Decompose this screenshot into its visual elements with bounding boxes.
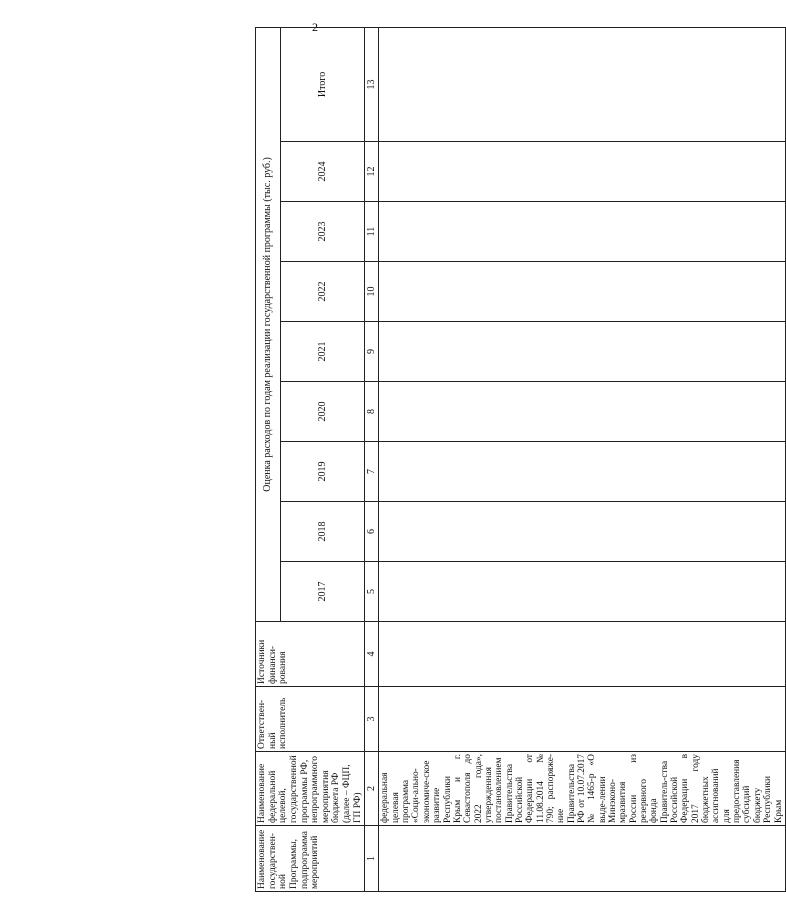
header-year: 2022 [280,262,364,322]
header-year: 2023 [280,202,364,262]
cell-value [379,442,785,502]
column-number: 5 [365,562,379,622]
column-number: 8 [365,382,379,442]
column-number: 9 [365,322,379,382]
cell-value [379,502,785,562]
header-year: 2024 [280,142,364,202]
cell-responsible [379,687,785,752]
cell-value [379,562,785,622]
column-number: 1 [365,826,379,892]
cell-funding-source [379,622,785,687]
header-year: 2021 [280,322,364,382]
column-number: 2 [365,752,379,826]
column-number: 3 [365,687,379,752]
column-number: 13 [365,27,379,141]
cell-value [379,382,785,442]
rotated-table-container [255,28,784,892]
header-federal-program: Наименование федеральной целевой, государственной программы РФ, непрограммного мероприятия бюджета РФ (далее – ФЦП, ГП РФ) [256,752,365,826]
header-expenses-title: Оценка расходов по годам реализации государственной программы (тыс. руб.) [256,27,281,621]
column-number: 10 [365,262,379,322]
header-year: 2017 [280,562,364,622]
column-number: 7 [365,442,379,502]
cell-total [379,27,785,141]
header-total: Итого [280,27,364,141]
header-responsible: Ответствен-ный исполнитель [256,687,365,752]
page-number: 2 [312,20,318,34]
column-number: 6 [365,502,379,562]
column-number: 11 [365,202,379,262]
column-number: 4 [365,622,379,687]
cell-value [379,262,785,322]
header-funding-source: Источники финанси-рования [256,622,365,687]
cell-value [379,142,785,202]
header-year: 2018 [280,502,364,562]
cell-value [379,202,785,262]
header-year: 2020 [280,382,364,442]
cell-federal-program-text: федеральная целевая программа «Соци-ально-экономиче-ское развитие Республики Крым и г. Севастополя до 2022 года», утвержденная постановлением Правительства Российской Федерации от 11.08.2014 № 790; распоряже-ние Правительства РФ от 10.07.2017 № 1465-р «О выде-лении Минэконо-мразвития России из резервного фонда Правитель-ства Российской Федерации в 2017 году бюджетных ассигнований для предоставления субсидий бюджету Республики Крым [379,752,785,826]
expenses-table [255,27,786,892]
column-number: 12 [365,142,379,202]
cell-program-name [379,826,785,892]
header-program-name: Наименование государствен-ной Программы, подпрограмма мероприятий [256,826,365,892]
cell-value [379,322,785,382]
header-year: 2019 [280,442,364,502]
